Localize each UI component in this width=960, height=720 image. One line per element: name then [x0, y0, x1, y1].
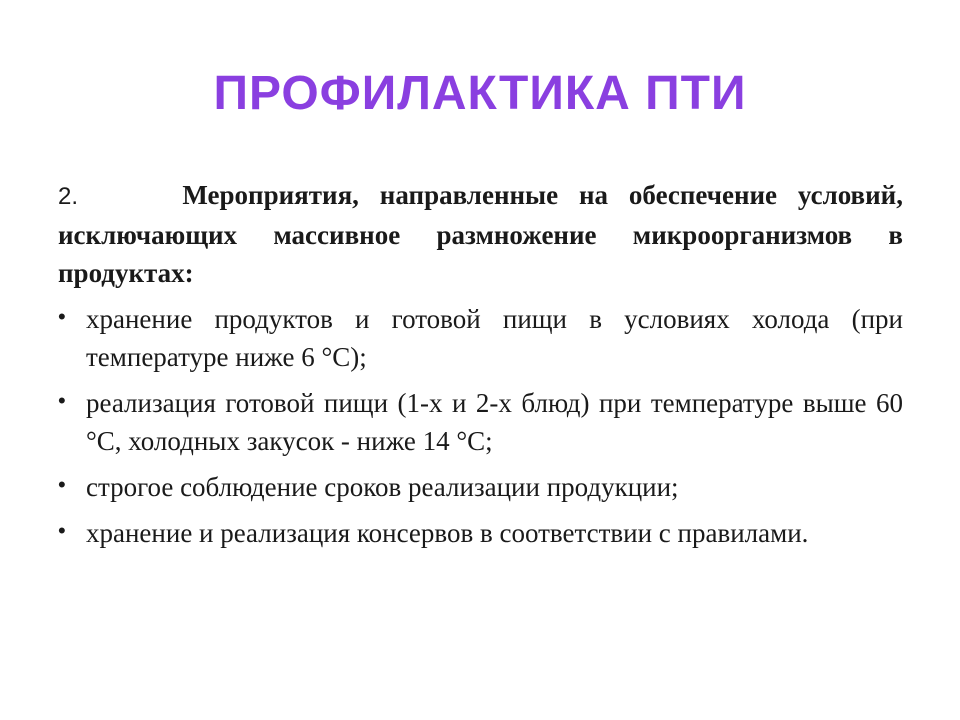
bullet-list: [58, 300, 903, 552]
slide-content: [58, 176, 903, 560]
intro-paragraph: [58, 176, 903, 292]
intro-text: Мероприятия, направленные на обеспечение условий, исключающих массивное размножение микроорганизмов в продуктах:: [58, 180, 903, 288]
bullet-text: строгое соблюдение сроков реализации продукции;: [86, 472, 679, 502]
bullet-item: [58, 514, 903, 552]
slide-title: ПРОФИЛАКТИКА ПТИ: [213, 67, 747, 120]
intro-number: 2.: [58, 183, 79, 210]
bullet-icon: •: [58, 518, 66, 543]
bullet-item: [58, 300, 903, 376]
bullet-icon: •: [58, 388, 66, 413]
bullet-item: [58, 468, 903, 506]
bullet-text: хранение продуктов и готовой пищи в условиях холода (при температуре ниже 6 °С);: [86, 304, 903, 372]
bullet-icon: •: [58, 304, 66, 329]
bullet-text: реализация готовой пищи (1-х и 2-х блюд) при температуре выше 60 °С, холодных закусок - ниже 14 °С;: [86, 388, 903, 456]
bullet-text: хранение и реализация консервов в соответствии с правилами.: [86, 518, 809, 548]
bullet-icon: •: [58, 472, 66, 497]
bullet-item: [58, 384, 903, 460]
